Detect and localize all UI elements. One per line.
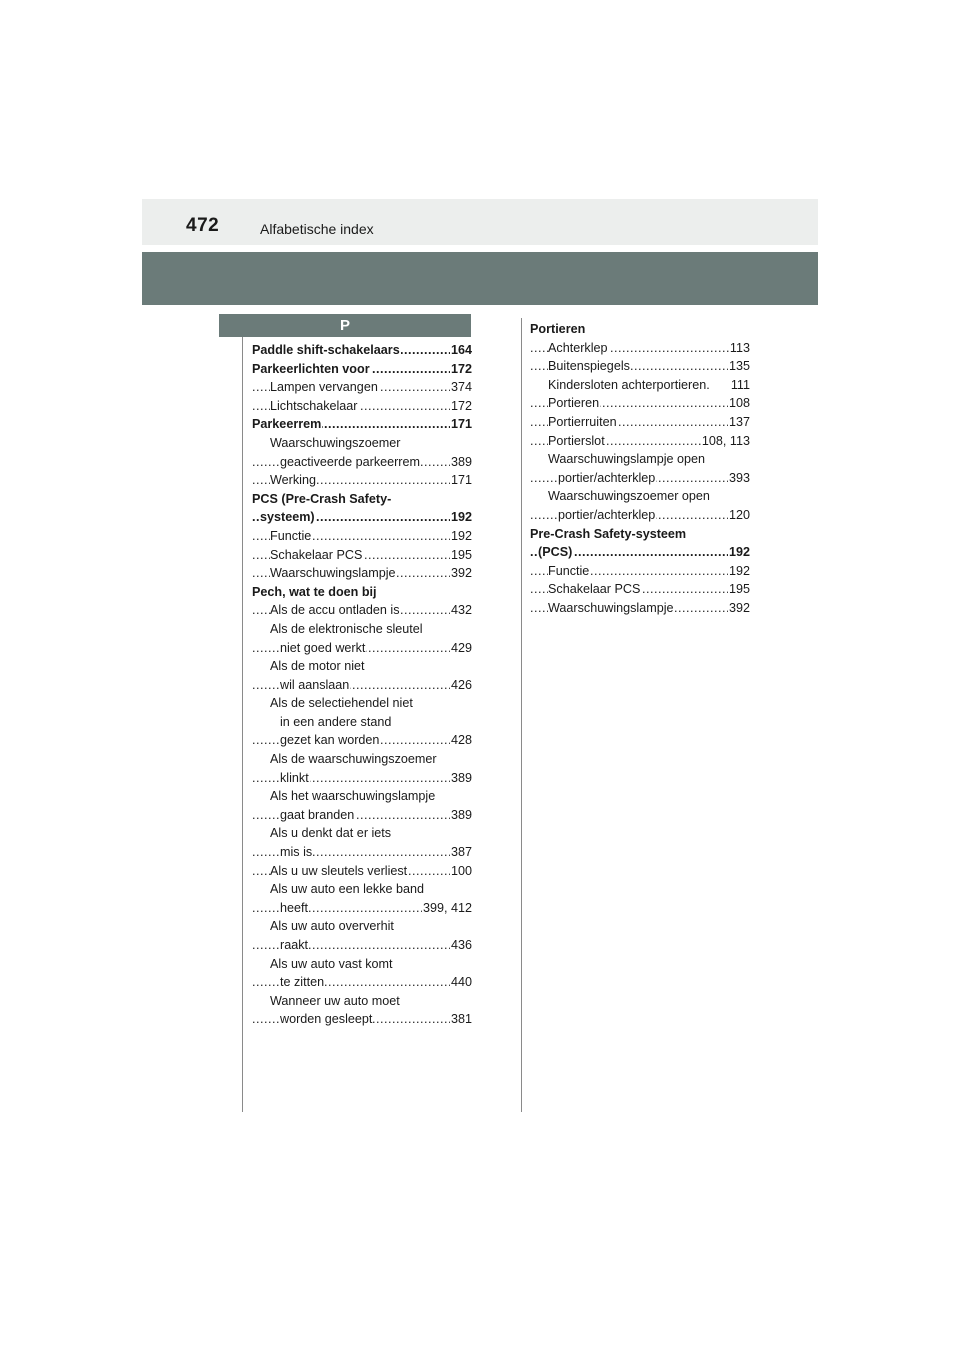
index-entry-page: 440 [450, 973, 472, 992]
index-entry-page: 195 [450, 546, 472, 565]
index-entry-term: Waarschuwingszoemer [270, 435, 401, 450]
index-entry-term: Als de selectiehendel niet [270, 696, 413, 711]
index-entry-term: Functie [270, 528, 312, 543]
index-entry-page: 389 [450, 769, 472, 788]
index-entry [252, 713, 472, 732]
index-entry [252, 564, 472, 583]
index-entry-page: 172 [450, 397, 472, 416]
index-entry-page: 399, 412 [422, 899, 472, 918]
index-entry-term: Portierruiten [548, 414, 617, 429]
index-entry [252, 843, 472, 862]
index-entry-term: Als u denkt dat er iets [270, 826, 392, 841]
index-entry [252, 601, 472, 620]
index-entry [530, 357, 750, 376]
index-entry [530, 339, 750, 358]
index-entry-page: 100 [450, 862, 472, 881]
index-entry-term: Lampen vervangen [270, 380, 378, 395]
index-entry-term: Portieren [530, 322, 586, 336]
index-entry [530, 394, 750, 413]
index-entry [252, 750, 472, 769]
index-entry-term: wil aanslaan [280, 677, 350, 692]
index-entry [252, 434, 472, 453]
index-entry [252, 676, 472, 695]
index-entry [530, 469, 750, 488]
index-entry-page: 192 [728, 562, 750, 581]
index-entry-term: gezet kan worden [280, 733, 380, 748]
index-entry [252, 824, 472, 843]
index-entry-page: 428 [450, 731, 472, 750]
index-entry [252, 453, 472, 472]
index-entry [530, 413, 750, 432]
index-entry-term: in een andere stand [280, 714, 392, 729]
index-entry-term: Wanneer uw auto moet [270, 993, 400, 1008]
index-entry [252, 639, 472, 658]
index-entry-term: Als uw auto oververhit [270, 919, 394, 934]
index-entry [252, 508, 472, 527]
index-entry-page: 436 [450, 936, 472, 955]
index-entry [252, 880, 472, 899]
index-entry [530, 599, 750, 618]
index-entry [530, 506, 750, 525]
index-entry-page: 429 [450, 639, 472, 658]
index-entry-page: 426 [450, 676, 472, 695]
index-entry-term: Kindersloten achterportieren. [548, 377, 710, 392]
index-entry-term: Waarschuwingszoemer open [548, 489, 710, 504]
index-entry-page: 387 [450, 843, 472, 862]
column-divider-right [521, 318, 522, 1112]
index-entry-term: Portieren [548, 396, 600, 411]
index-entry-page: 135 [728, 357, 750, 376]
index-entry [252, 490, 472, 509]
index-entry [252, 360, 472, 379]
index-entry-page: 171 [450, 415, 472, 434]
index-entry-page: 120 [728, 506, 750, 525]
index-entry-term: niet goed werkt [280, 640, 366, 655]
index-entry [252, 955, 472, 974]
index-entry-term: Als de motor niet [270, 659, 365, 674]
index-entry-term: Als uw auto een lekke band [270, 882, 425, 897]
index-entry-term: Parkeerrem [252, 417, 322, 432]
index-entry-term: te zitten [280, 975, 325, 990]
column-divider-left [242, 337, 243, 1112]
index-entry-term: Schakelaar PCS [270, 547, 363, 562]
index-entry-page: 113 [729, 339, 750, 358]
index-entry-term: portier/achterklep [558, 507, 656, 522]
index-entry-page: 108 [728, 394, 750, 413]
index-entry-page: 195 [728, 580, 750, 599]
index-entry-term: geactiveerde parkeerrem [280, 454, 421, 469]
index-entry-term: klinkt [280, 770, 309, 785]
index-entry-term: Waarschuwingslampje [548, 600, 674, 615]
index-entry [252, 397, 472, 416]
index-entry [252, 546, 472, 565]
index-entry-term: PCS (Pre-Crash Safety- [252, 491, 392, 506]
index-entry-term: Als u uw sleutels verliest [270, 863, 408, 878]
index-entry-term: Werking [270, 473, 316, 488]
header-bar [142, 199, 818, 245]
index-entry-term: Lichtschakelaar [270, 398, 358, 413]
index-entry [530, 432, 750, 451]
index-entry [530, 450, 750, 469]
index-entry-term: Waarschuwingslampje [270, 566, 396, 581]
index-entry-term: Als de elektronische sleutel [270, 621, 423, 636]
index-entry-term: worden gesleept [280, 1012, 373, 1027]
index-entry-term: portier/achterklep [558, 470, 656, 485]
index-entry [252, 806, 472, 825]
index-entry-term: Pech, wat te doen bij [252, 584, 377, 599]
index-entry-page: 393 [728, 469, 750, 488]
index-entry [252, 415, 472, 434]
index-entry-page: 192 [728, 543, 750, 562]
index-column-right [530, 320, 750, 618]
index-entry-term: gaat branden [280, 807, 355, 822]
index-entry-page: 171 [450, 471, 472, 490]
index-entry [252, 992, 472, 1011]
index-entry [252, 787, 472, 806]
index-entry-term: mis is [280, 845, 313, 860]
index-entry [530, 487, 750, 506]
index-entry-term: Als het waarschuwingslampje [270, 789, 436, 804]
index-entry-page: 111 [730, 376, 750, 395]
index-entry-term: heeft [280, 900, 309, 915]
index-entry-term: Parkeerlichten voor [252, 361, 370, 376]
index-entry-page: 392 [728, 599, 750, 618]
index-entry-page: 108, 113 [701, 432, 750, 451]
index-entry [252, 583, 472, 602]
index-entry [252, 527, 472, 546]
index-entry [252, 899, 472, 918]
index-entry [252, 620, 472, 639]
section-banner [142, 252, 818, 305]
header-title: Alfabetische index [260, 221, 374, 237]
index-entry-term: Functie [548, 563, 590, 578]
index-entry-page: 389 [450, 453, 472, 472]
index-entry-term: Als uw auto vast komt [270, 956, 393, 971]
index-entry [252, 936, 472, 955]
index-entry [252, 862, 472, 881]
index-entry [252, 657, 472, 676]
index-entry-page: 389 [450, 806, 472, 825]
index-entry-page: 172 [450, 360, 472, 379]
index-entry-page: 137 [728, 413, 750, 432]
index-entry [530, 562, 750, 581]
index-entry-page: 192 [450, 527, 472, 546]
index-entry-term: raakt [280, 938, 308, 952]
index-entry [252, 917, 472, 936]
index-entry-page: 432 [450, 601, 472, 620]
index-column-left [252, 341, 472, 1029]
page-number: 472 [186, 215, 220, 236]
index-entry-term: Portierslot [548, 433, 605, 448]
index-entry-term: Achterklep [548, 340, 608, 355]
index-entry [530, 376, 750, 395]
index-entry [252, 694, 472, 713]
index-entry-page: 381 [450, 1010, 472, 1029]
index-entry-term: Buitenspiegels [548, 359, 630, 374]
index-entry-term: Als de waarschuwingszoemer [270, 752, 437, 767]
index-entry-term: Schakelaar PCS [548, 582, 641, 597]
index-entry [252, 471, 472, 490]
index-entry-term: Waarschuwingslampje open [548, 452, 706, 467]
index-entry [530, 580, 750, 599]
index-entry-page: 374 [450, 378, 472, 397]
index-entry-page: 192 [450, 508, 472, 527]
index-entry-term: systeem) [260, 510, 315, 525]
index-entry [530, 525, 750, 544]
index-entry-page: 164 [450, 341, 472, 360]
index-entry [252, 1010, 472, 1029]
index-entry-term: Als de accu ontladen is [270, 603, 400, 618]
index-entry-term: Pre-Crash Safety-systeem [530, 526, 687, 541]
index-entry-page: 392 [450, 564, 472, 583]
index-entry-term: (PCS) [538, 545, 573, 560]
index-entry-term: Paddle shift-schakelaars [252, 343, 400, 357]
index-entry [252, 769, 472, 788]
index-entry [252, 341, 472, 360]
section-letter-tab: P [219, 314, 471, 337]
index-entry [252, 973, 472, 992]
index-entry [252, 731, 472, 750]
index-entry [252, 378, 472, 397]
index-entry [530, 320, 750, 339]
index-entry [530, 543, 750, 562]
